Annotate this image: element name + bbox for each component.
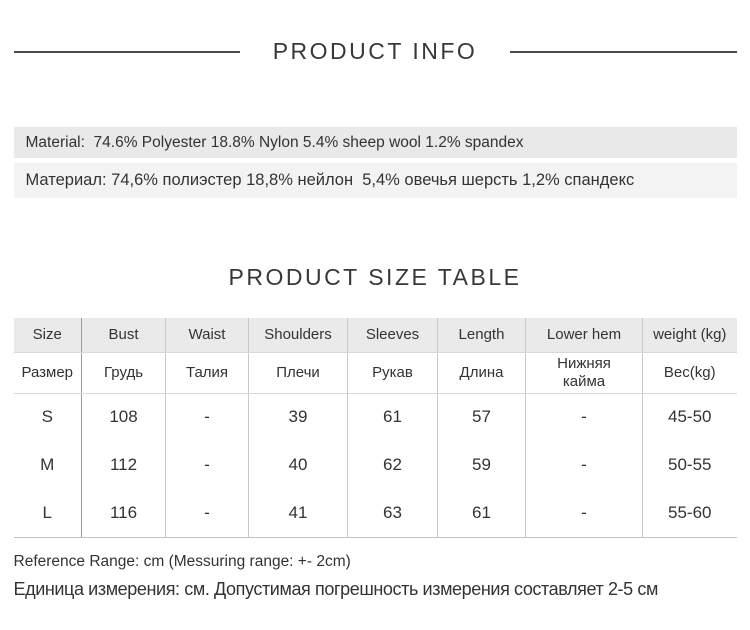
header-en-shoulders: Shoulders xyxy=(249,318,348,352)
header-en-weight: weight (kg) xyxy=(643,318,737,352)
table-cell: - xyxy=(166,393,249,441)
size-table-header xyxy=(14,264,737,291)
product-info-header xyxy=(14,38,737,65)
material-text-ru: Материал: 74,6% полиэстер 18,8% нейлон 5,4% овечья шерсть 1,2% спандекс xyxy=(25,171,635,189)
table-cell: - xyxy=(526,489,643,537)
reference-range-en: Reference Range: cm (Messuring range: +- 2cm) xyxy=(13,552,351,570)
table-cell: 40 xyxy=(249,441,348,489)
header-ru-length: Длина xyxy=(438,352,526,393)
title-right-rule xyxy=(510,51,736,53)
table-cell: 62 xyxy=(348,441,438,489)
table-cell: - xyxy=(166,441,249,489)
header-en-size: Size xyxy=(14,318,82,352)
size-label: M xyxy=(14,441,82,489)
header-en-lower-hem: Lower hem xyxy=(526,318,643,352)
table-row-s xyxy=(14,393,737,441)
material-row-en xyxy=(14,127,737,158)
table-cell: 57 xyxy=(438,393,526,441)
product-info-title: PRODUCT INFO xyxy=(272,38,478,64)
header-en-length: Length xyxy=(438,318,526,352)
header-en-sleeves: Sleeves xyxy=(348,318,438,352)
table-cell: 45-50 xyxy=(668,407,712,427)
header-ru-lower-hem: Нижняя кайма xyxy=(526,352,643,393)
title-left-rule xyxy=(14,51,240,53)
table-cell: 41 xyxy=(249,489,348,537)
table-header-row-ru xyxy=(14,352,737,393)
header-ru-size: Размер xyxy=(14,352,82,393)
table-cell: 39 xyxy=(249,393,348,441)
table-cell: 50-55 xyxy=(668,455,712,474)
size-table xyxy=(14,318,737,538)
table-cell: - xyxy=(166,489,249,537)
size-label: S xyxy=(14,393,82,441)
header-ru-shoulders: Плечи xyxy=(249,352,348,393)
table-cell: - xyxy=(526,441,643,489)
size-table-title: PRODUCT SIZE TABLE xyxy=(228,264,522,290)
material-row-ru xyxy=(14,163,737,198)
table-row-l xyxy=(14,489,737,537)
header-ru-waist: Талия xyxy=(166,352,249,393)
table-cell: - xyxy=(526,393,643,441)
header-en-waist: Waist xyxy=(166,318,249,352)
table-cell: 108 xyxy=(82,393,166,441)
reference-range-ru: Единица измерения: см. Допустимая погрешность измерения составляет 2-5 см xyxy=(13,578,658,599)
table-cell: 112 xyxy=(82,441,166,489)
table-cell: 61 xyxy=(348,393,438,441)
size-label: L xyxy=(14,489,82,537)
header-ru-sleeves: Рукав xyxy=(348,352,438,393)
table-header-row-en xyxy=(14,318,737,352)
header-ru-bust: Грудь xyxy=(82,352,166,393)
header-en-bust: Bust xyxy=(82,318,166,352)
table-cell: 61 xyxy=(438,489,526,537)
header-ru-weight: Вес(kg) xyxy=(643,352,737,393)
material-text-en: Material: 74.6% Polyester 18.8% Nylon 5.4% sheep wool 1.2% spandex xyxy=(25,133,524,151)
table-row-m xyxy=(14,441,737,489)
table-cell: 55-60 xyxy=(643,489,737,537)
table-cell: 116 xyxy=(82,489,166,537)
table-cell: 59 xyxy=(438,441,526,489)
table-cell: 63 xyxy=(348,489,438,537)
